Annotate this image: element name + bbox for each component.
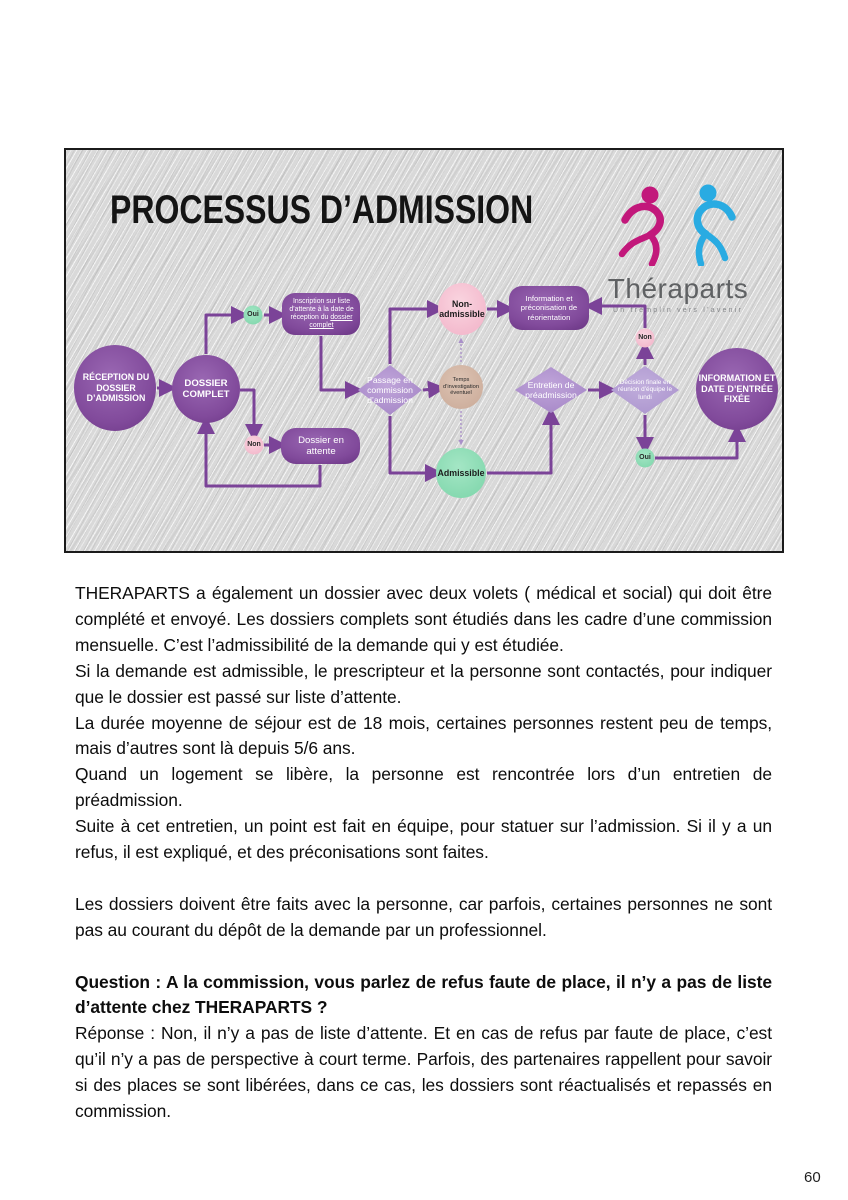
paragraph: Les dossiers doivent être faits avec la personne, car parfois, certaines personnes ne sont pas au courant du dépôt de la demande par un professionnel. — [75, 893, 772, 940]
entretien-label: Entretien de préadmission — [525, 379, 577, 400]
answer-paragraph: Réponse : Non, il n’y a pas de liste d’attente. Et en cas de refus par faute de place, c’est qu’il n’y a pas de perspective à court terme. Parfois, des partenaires rappellent pour savoir si des places se sont libérées, dans ce cas, les dossiers sont réactualisés et repassés en commission. — [75, 1023, 772, 1122]
oui-2-label: Oui — [639, 453, 651, 461]
paragraph: Si la demande est admissible, le prescripteur et la personne sont contactés, pour indiquer que le dossier est passé sur liste d’attente. — [75, 660, 772, 707]
arrow-non2-to-inforeo — [596, 306, 645, 328]
inscription-label — [284, 295, 359, 333]
paragraph: Suite à cet entretien, un point est fait en équipe, pour statuer sur l’admission. Si il y a un refus, il est expliqué, et des préconisations sont faites. — [75, 816, 772, 863]
arrow-oui2-to-infodate — [655, 436, 737, 458]
decision-label: Décision finale en réunion d’équipe le lundi — [617, 378, 672, 401]
temps-investigation-label: Temps d’investigation éventuel — [442, 376, 480, 397]
info-reorientation-label: Information et préconisation de réorientation — [520, 294, 578, 322]
passage-commission-label: Passage en commission d’admission — [367, 374, 413, 406]
arrow-dossier-to-non — [240, 390, 254, 430]
arrow-passage-to-admissible — [390, 416, 431, 473]
non-admissible-label: Non-admissible — [439, 298, 485, 319]
dossier-complet-label: DOSSIER COMPLET — [182, 377, 230, 400]
arrow-dossier-to-oui — [206, 315, 237, 354]
paragraph: La durée moyenne de séjour est de 18 mois, certaines personnes restent peu de temps, mais d’autres sont là depuis 5/6 ans. — [75, 712, 772, 759]
flowchart-canvas — [66, 150, 782, 551]
figure-title: PROCESSUS D’ADMISSION — [110, 188, 534, 232]
page-number: 60 — [804, 1169, 821, 1186]
info-date-label: INFORMATION ET DATE D’ENTRÉE FIXÉE — [698, 373, 776, 405]
inscription-underlined-text: dossier complet — [309, 314, 353, 330]
non-1-label: Non — [247, 440, 261, 448]
arrow-passage-to-nonadmissible — [390, 309, 433, 364]
paragraph: Quand un logement se libère, la personne est rencontrée lors d’un entretien de préadmission. — [75, 764, 772, 811]
logo-wordmark: Théraparts — [607, 273, 749, 304]
arrow-inscription-to-passage — [321, 336, 351, 390]
non-2-label: Non — [638, 333, 652, 341]
body-text — [75, 581, 772, 1125]
oui-1-label: Oui — [247, 310, 259, 318]
paragraph: THERAPARTS a également un dossier avec deux volets ( médical et social) qui doit être complété et envoyé. Les dossiers complets sont étudiés dans les cadre d’une commission mensuelle. C’est l’admissibilité de la demande qui y est étudiée. — [75, 583, 772, 655]
inscription-text: Inscription sur liste d’attente à la date de réception du — [289, 297, 354, 321]
reception-label: RÉCEPTION DU DOSSIER D’ADMISSION — [82, 372, 150, 404]
question-paragraph: Question : A la commission, vous parlez de refus faute de place, il n’y a pas de liste d’attente chez THERAPARTS ? — [75, 971, 772, 1018]
logo-tagline: Un tremplin vers l’avenir — [612, 307, 744, 314]
arrow-passage-to-temps — [423, 389, 434, 390]
admission-process-figure — [64, 148, 784, 553]
dossier-attente-label: Dossier en attente — [298, 434, 344, 457]
arrow-admissible-to-entretien — [487, 419, 551, 473]
admissible-label: Admissible — [437, 467, 485, 478]
